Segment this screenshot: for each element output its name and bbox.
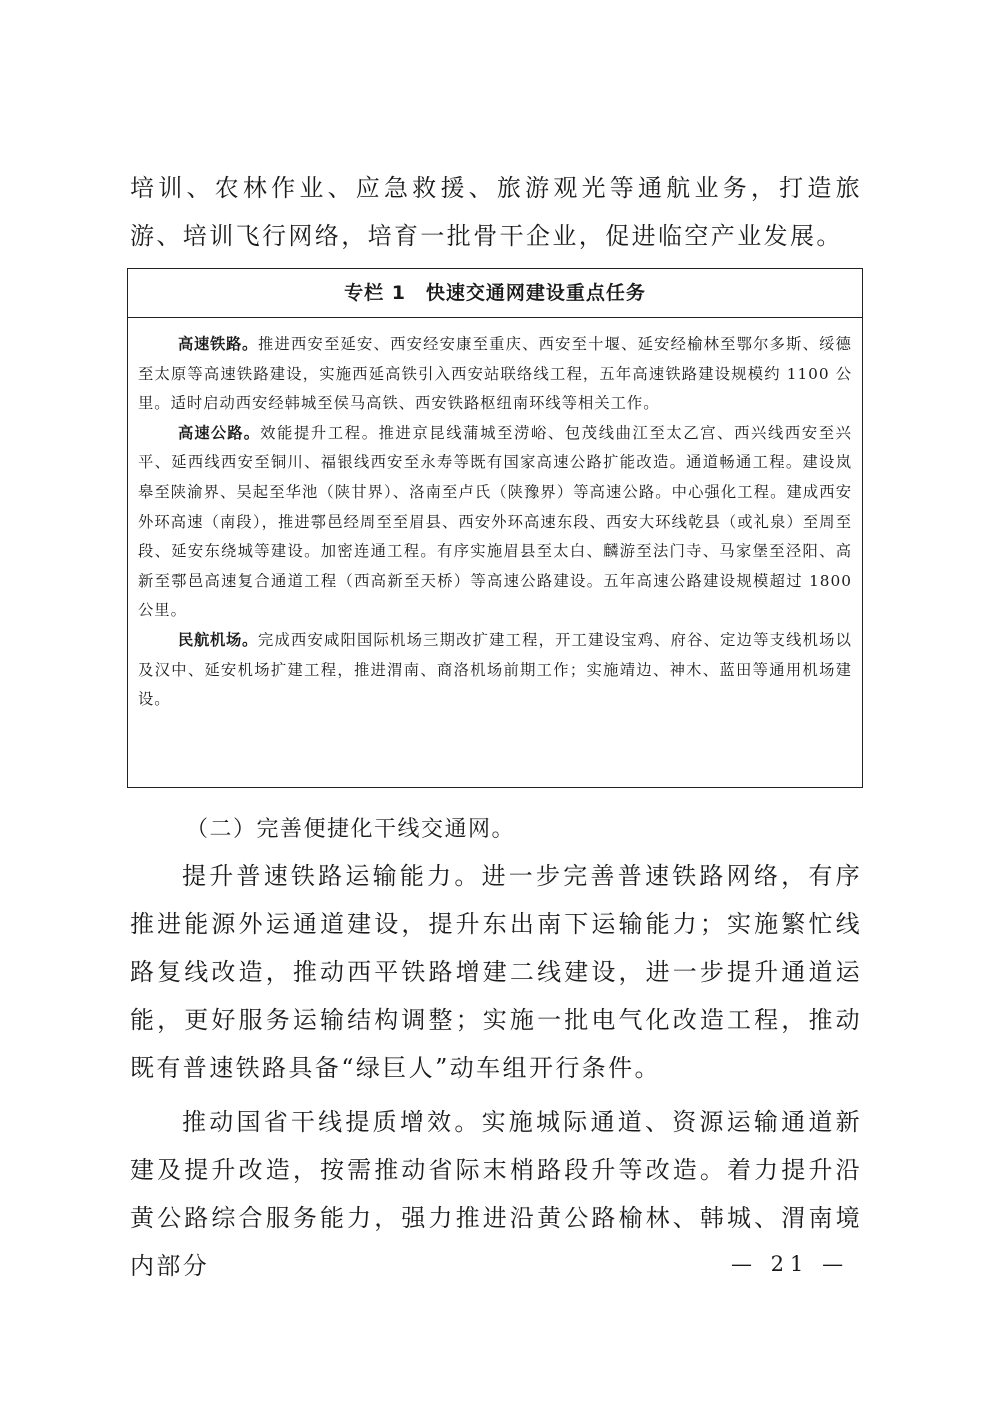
section-paragraph: 提升普速铁路运输能力。进一步完善普速铁路网络，有序推进能源外运通道建设，提升东出南下运输能力；实施繁忙线路复线改造，推动西平铁路增建二线建设，进一步提升通道运能，更好服务运输结构调整；实施一批电气化改造工程，推动既有普速铁路具备“绿巨人”动车组开行条件。 — [130, 862, 862, 1082]
box-item-lead: 高速公路。 — [178, 423, 261, 442]
intro-text: 培训、农林作业、应急救援、旅游观光等通航业务，打造旅游、培训飞行网络，培育一批骨干企业，促进临空产业发展。 — [130, 174, 862, 250]
box-item-text: 完成西安咸阳国际机场三期改扩建工程，开工建设宝鸡、府谷、定边等支线机场以及汉中、延安机场扩建工程，推进渭南、商洛机场前期工作；实施靖边、神木、蓝田等通用机场建设。 — [138, 630, 852, 709]
box-item-airport — [138, 626, 852, 715]
box-item-text: 效能提升工程。推进京昆线蒲城至涝峪、包茂线曲江至太乙宫、西兴线西安至兴平、延西线西安至铜川、福银线西安至永寿等既有国家高速公路扩能改造。通道畅通工程。建设岚皋至陕渝界、吴起至华池（陕甘界）、洛南至卢氏（陕豫界）等高速公路。中心强化工程。建成西安外环高速（南段），推进鄠邑经周至至眉县、西安外环高速东段、西安大环线乾县（或礼泉）至周至段、延安东绕城等建设。加密连通工程。有序实施眉县至太白、麟游至法门寺、马家堡至泾阳、高新至鄠邑高速复合通道工程（西高新至天桥）等高速公路建设。五年高速公路建设规模超过 1800 公里。 — [138, 423, 852, 620]
column-box-title: 专栏 1 快速交通网建设重点任务 — [128, 269, 862, 318]
box-item-lead: 民航机场。 — [178, 630, 259, 649]
section-heading: （二）完善便捷化干线交通网。 — [186, 817, 516, 842]
column-box-body — [128, 318, 862, 715]
section-paragraph: 推动国省干线提质增效。实施城际通道、资源运输通道新建及提升改造，按需推动省际末梢路段升等改造。着力提升沿黄公路综合服务能力，强力推进沿黄公路榆林、韩城、渭南境内部分 — [130, 1108, 862, 1280]
page-number: — 21 — — [731, 1252, 850, 1276]
intro-paragraph — [130, 164, 862, 260]
box-item-highway — [138, 419, 852, 626]
column-box — [127, 268, 863, 788]
box-item-lead: 高速铁路。 — [178, 335, 259, 353]
box-item-railway — [138, 330, 852, 419]
box-item-text: 推进西安至延安、西安经安康至重庆、西安至十堰、延安经榆林至鄂尔多斯、绥德至太原等高速铁路建设，实施西延高铁引入西安站联络线工程，五年高速铁路建设规模约 1100 公里。适时启动西安经韩城至侯马高铁、西安铁路枢纽南环线等相关工作。 — [138, 335, 852, 413]
section-body — [130, 852, 862, 1290]
